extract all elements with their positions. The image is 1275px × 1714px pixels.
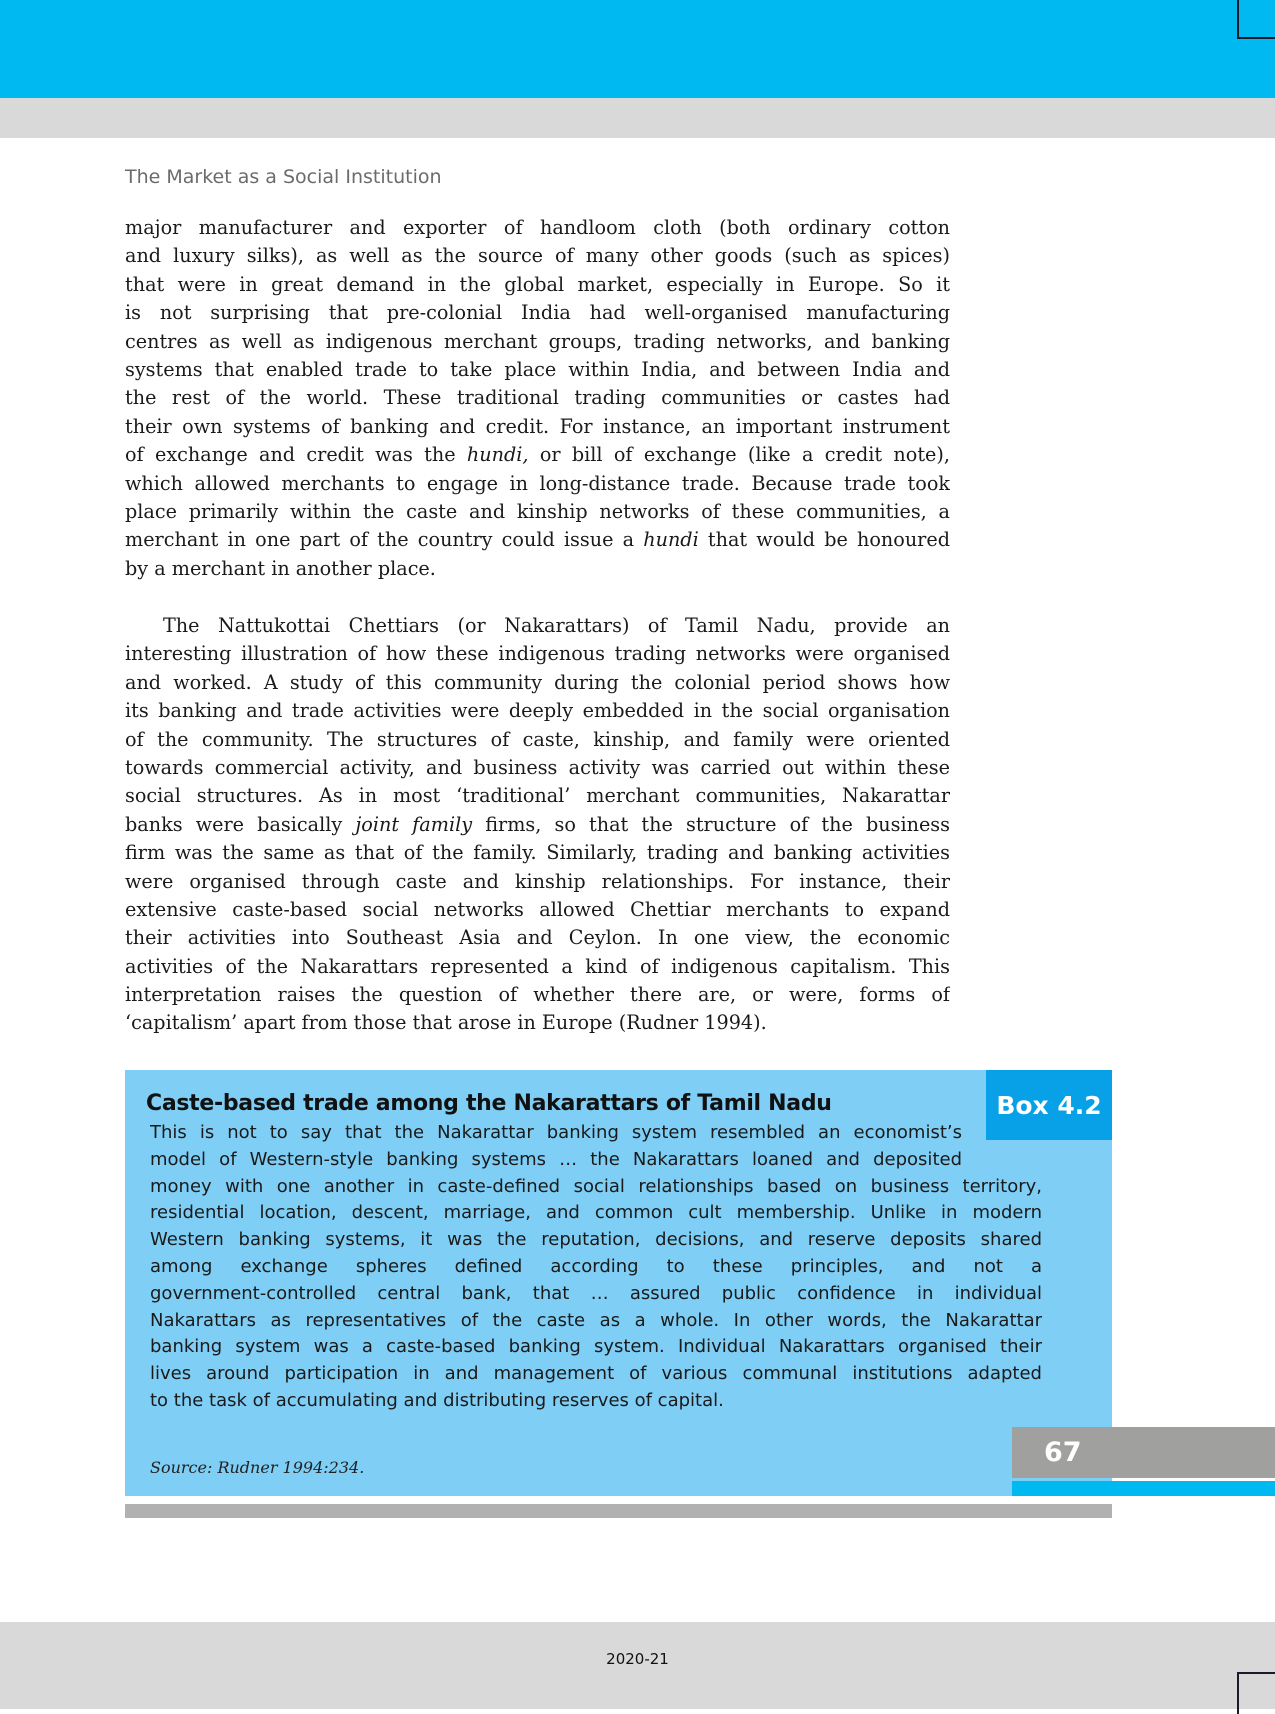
text-line — [125, 498, 950, 526]
text-line — [125, 1009, 950, 1037]
text-segment: of exchange and credit was the — [125, 443, 467, 467]
text-line — [125, 612, 950, 640]
text-line — [125, 441, 950, 469]
box-text-line: money with one another in caste-defined social relationships based on business territory, — [150, 1175, 1042, 1197]
text-segment: were organised through caste and kinship relationships. For instance, their — [125, 869, 950, 893]
text-segment: their activities into Southeast Asia and Ceylon. In one view, the economic — [125, 926, 950, 950]
text-segment: firms, so that the structure of the business — [472, 812, 950, 836]
text-segment: centres as well as indigenous merchant groups, trading networks, and banking — [125, 329, 950, 353]
text-line — [125, 782, 950, 810]
text-segment: ‘capitalism’ apart from those that arose in Europe (Rudner 1994). — [125, 1011, 767, 1035]
text-line — [125, 811, 950, 839]
box-text-line: to the task of accumulating and distributing reserves of capital. — [150, 1389, 724, 1411]
italic-term: hundi, — [466, 443, 529, 467]
text-segment: place primarily within the caste and kinship networks of these communities, a — [125, 499, 950, 523]
text-line — [125, 242, 950, 270]
text-segment: interpretation raises the question of whether there are, or were, forms of — [125, 983, 950, 1007]
crop-mark-top-right — [1237, 0, 1275, 39]
text-segment: which allowed merchants to engage in long-distance trade. Because trade took — [125, 471, 950, 495]
text-segment: major manufacturer and exporter of handloom cloth (both ordinary cotton — [125, 216, 950, 239]
text-line — [125, 328, 950, 356]
text-segment: its banking and trade activities were deeply embedded in the social organisation — [125, 699, 950, 723]
text-segment: activities of the Nakarattars represented a kind of indigenous capitalism. This — [125, 954, 950, 978]
text-segment: or bill of exchange (like a credit note), — [528, 443, 950, 467]
box-source: Source: Rudner 1994:234. — [150, 1458, 365, 1477]
text-segment: banks were basically — [125, 812, 356, 836]
text-segment: that would be honoured — [698, 528, 950, 552]
box-body — [150, 1120, 1042, 1415]
box-text-line: government-controlled central bank, that … assured public confidence in individual — [150, 1282, 1042, 1304]
box-text-line: Nakarattars as representatives of the caste as a whole. In other words, the Nakarattar — [150, 1309, 1042, 1331]
text-line — [125, 470, 950, 498]
text-line — [125, 754, 950, 782]
text-line — [125, 384, 950, 412]
top-gray-band — [0, 98, 1275, 138]
paragraph-2 — [125, 612, 950, 1038]
text-segment: of the community. The structures of caste, kinship, and family were oriented — [125, 727, 950, 751]
box-title: Caste-based trade among the Nakarattars of Tamil Nadu — [146, 1091, 832, 1116]
text-line — [125, 697, 950, 725]
page-number-strip — [1012, 1481, 1275, 1496]
text-segment: interesting illustration of how these indigenous trading networks were organised — [125, 642, 950, 666]
text-line — [125, 271, 950, 299]
edition-year: 2020-21 — [606, 1650, 669, 1668]
text-segment: the rest of the world. These traditional trading communities or castes had — [125, 386, 950, 410]
crop-mark-bottom-right — [1237, 1672, 1275, 1714]
text-line — [125, 640, 950, 668]
italic-term: joint family — [355, 812, 473, 836]
box-bottom-bar — [125, 1504, 1112, 1518]
box-text-line: Western banking systems, it was the reputation, decisions, and reserve deposits shared — [150, 1229, 1042, 1251]
box-text-line: model of Western-style banking systems … the Nakarattars loaned and deposited — [150, 1148, 962, 1170]
text-segment: and worked. A study of this community during the colonial period shows how — [125, 670, 950, 694]
text-line — [125, 924, 950, 952]
text-segment: merchant in one part of the country could issue a — [125, 528, 644, 552]
text-segment: and luxury silks), as well as the source of many other goods (such as spices) — [125, 244, 950, 268]
text-segment: is not surprising that pre-colonial India had well-organised manufacturing — [125, 301, 950, 325]
text-line — [125, 839, 950, 867]
text-line — [125, 896, 950, 924]
box-text-line: banking system was a caste-based banking system. Individual Nakarattars organised their — [150, 1336, 1042, 1358]
box-text-line: This is not to say that the Nakarattar banking system resembled an economist’s — [150, 1122, 962, 1143]
text-segment: social structures. As in most ‘traditional’ merchant communities, Nakarattar — [125, 784, 950, 808]
text-segment: by a merchant in another place. — [125, 556, 436, 580]
text-segment: that were in great demand in the global market, especially in Europe. So it — [125, 272, 950, 296]
text-line — [125, 299, 950, 327]
italic-term: hundi — [643, 528, 699, 552]
text-line — [125, 214, 950, 242]
text-segment: their own systems of banking and credit. For instance, an important instrument — [125, 414, 950, 438]
text-line — [125, 953, 950, 981]
text-line — [125, 526, 950, 554]
text-segment: systems that enabled trade to take place within India, and between India and — [125, 357, 950, 381]
text-line — [125, 981, 950, 1009]
text-segment: towards commercial activity, and business activity was carried out within these — [125, 755, 950, 779]
text-line — [125, 356, 950, 384]
page-number: 67 — [1044, 1437, 1082, 1468]
text-line — [125, 726, 950, 754]
text-line — [125, 868, 950, 896]
box-label: Box 4.2 — [986, 1070, 1112, 1140]
text-segment: extensive caste-based social networks allowed Chettiar merchants to expand — [125, 897, 950, 921]
text-line — [125, 669, 950, 697]
text-line — [125, 555, 950, 583]
text-segment: The Nattukottai Chettiars (or Nakarattars) of Tamil Nadu, provide an — [163, 614, 950, 637]
box-text-line: among exchange spheres defined according to these principles, and not a — [150, 1255, 1042, 1277]
top-color-band — [0, 0, 1275, 98]
text-segment: firm was the same as that of the family. Similarly, trading and banking activities — [125, 841, 950, 865]
paragraph-1 — [125, 214, 950, 583]
text-line — [125, 413, 950, 441]
box-text-line: lives around participation in and management of various communal institutions adapted — [150, 1363, 1042, 1385]
running-head: The Market as a Social Institution — [125, 166, 442, 188]
box-text-line: residential location, descent, marriage, and common cult membership. Unlike in modern — [150, 1202, 1042, 1224]
